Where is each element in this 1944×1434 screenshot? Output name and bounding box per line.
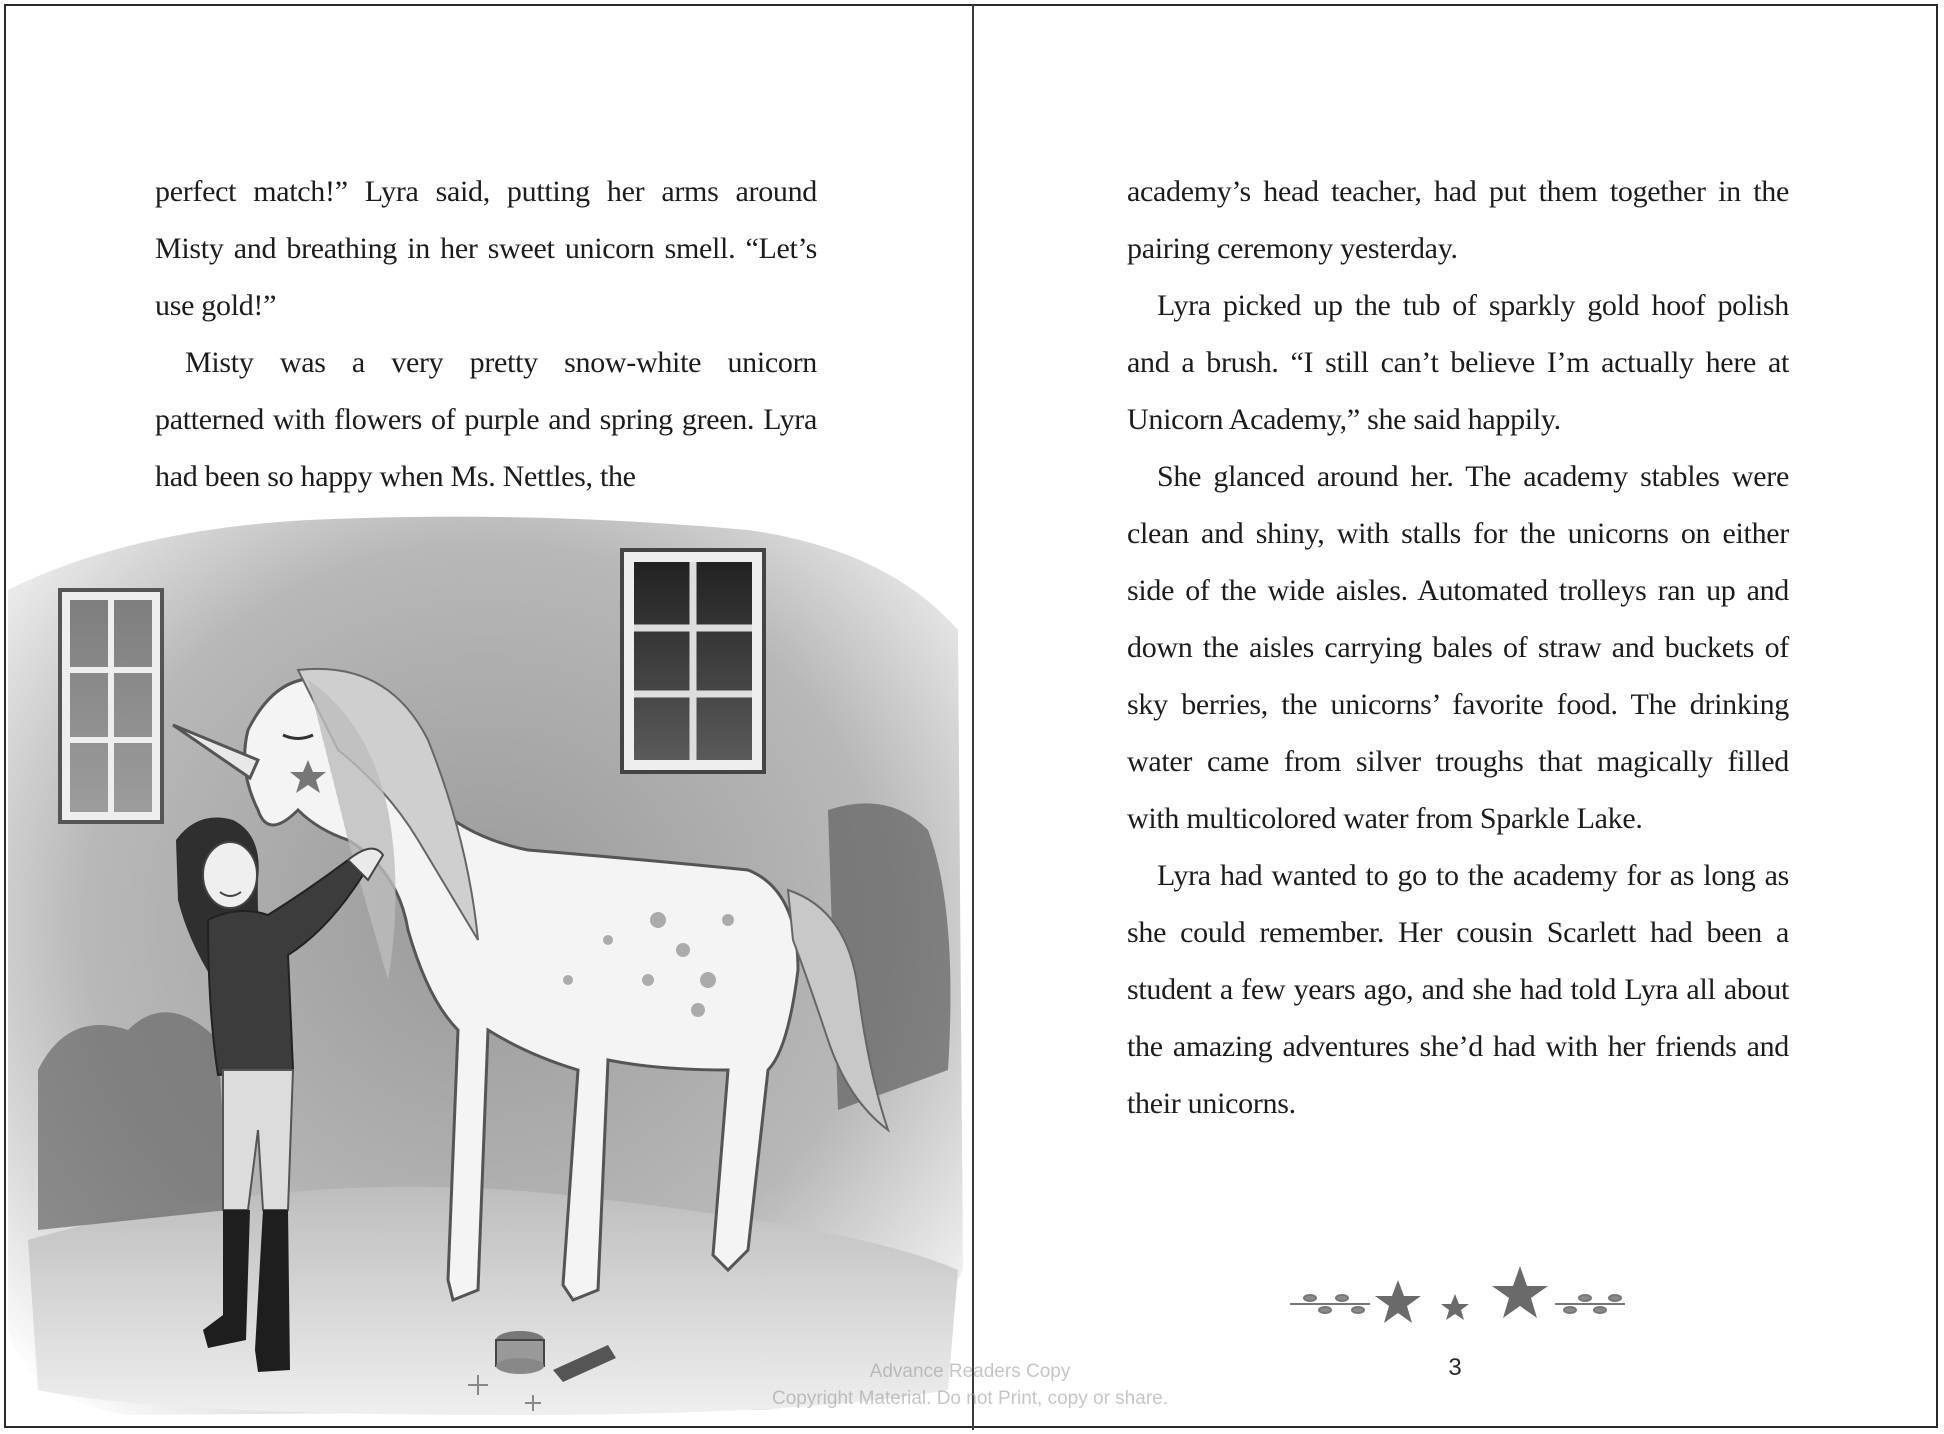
watermark-line-2: Copyright Material. Do not Print, copy or share. (771, 1388, 1168, 1409)
girl-and-unicorn-illustration (8, 510, 968, 1422)
left-paragraph-2: Misty was a very pretty snow-white unicorn patterned with flowers of purple and spring green. Lyra had been so happy when Ms. Nettles, the (155, 346, 817, 493)
page-number: 3 (1448, 1354, 1462, 1381)
left-window-icon (60, 590, 162, 822)
left-paragraph-1: perfect match!” Lyra said, putting her arms around Misty and breathing in her sweet unicorn smell. “Let’s use gold!” (155, 175, 817, 322)
large-star-icon (1492, 1266, 1548, 1318)
right-paragraph-1: academy’s head teacher, had put them together in the pairing ceremony yesterday. (1127, 175, 1789, 265)
left-page-text (155, 163, 817, 505)
bushes (38, 1012, 228, 1230)
small-star-icon (1441, 1294, 1469, 1320)
right-window-icon (622, 550, 764, 772)
watermark (740, 1358, 1200, 1412)
watermark-line-1: Advance Readers Copy (869, 1361, 1071, 1382)
right-paragraph-4: Lyra had wanted to go to the academy for as long as she could remember. Her cousin Scarlett had been a student a few years ago, and she had told Lyra all about the amazing adventures she’d had with her friends and their unicorns. (1127, 859, 1789, 1120)
right-vine-icon (1555, 1295, 1625, 1313)
star-ornament (1280, 1262, 1630, 1332)
right-paragraph-3: She glanced around her. The academy stables were clean and shiny, with stalls for the unicorns on either side of the wide aisles. Automated trolleys ran up and down the aisles carrying bales of straw and buckets of sky berries, the unicorns’ favorite food. The drinking water came from silver troughs that magically filled with multicolored water from Sparkle Lake. (1127, 460, 1789, 835)
polish-tub-icon (496, 1331, 544, 1374)
star-icon (1375, 1280, 1421, 1323)
page-gutter (972, 4, 974, 1430)
left-vine-icon (1290, 1295, 1370, 1313)
right-paragraph-2: Lyra picked up the tub of sparkly gold hoof polish and a brush. “I still can’t believe I’m actually here at Unicorn Academy,” she said happily. (1127, 289, 1789, 436)
right-page-text (1127, 163, 1789, 1132)
